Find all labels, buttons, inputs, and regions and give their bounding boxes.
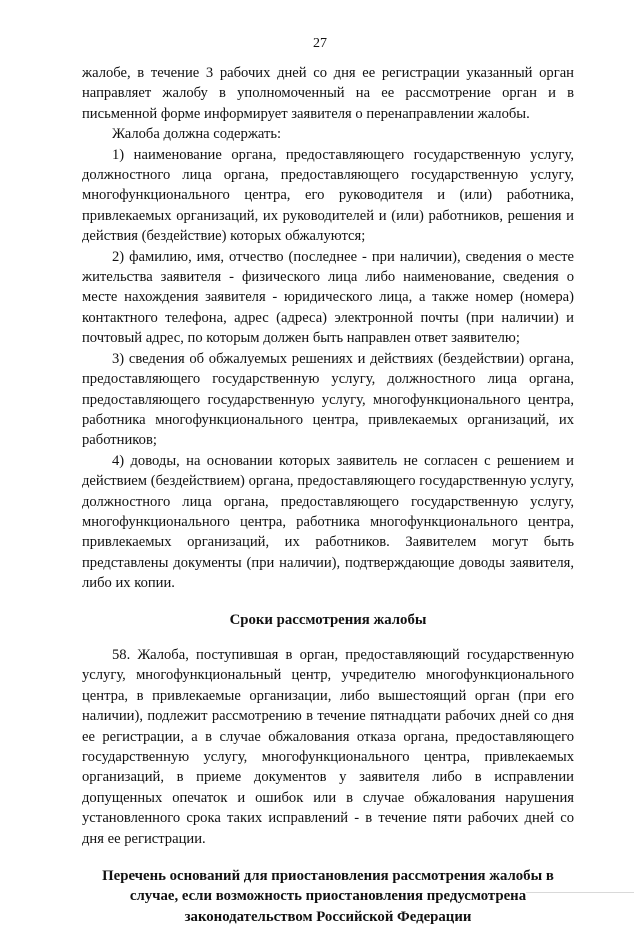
page-number: 27: [313, 36, 327, 51]
list-item-3: 3) сведения об обжалуемых решениях и действиях (бездействии) органа, предоставляющего государственную услугу, должностного лица органа, предоставляющего государственную услугу, многофункционального центра, работника многофункционального центра, привлекаемых организаций, их работников;: [82, 350, 574, 449]
paragraph-58: 58. Жалоба, поступившая в орган, предоставляющий государственную услугу, многофункциональный центр, учредителю многофункционального центра, в привлекаемые организации, либо вышестоящий орган (при его наличии), подлежит рассмотрению в течение пятнадцати рабочих дней со дня ее регистрации, а в случае обжалования отказа органа, предоставляющего государственную услугу, многофункционального центра, привлекаемых организаций, в приеме документов у заявителя либо в исправлении допущенных опечаток и ошибок или в случае обжалования нарушения установленного срока таких исправлений - в течение пяти рабочих дней со дня ее регистрации.: [82, 646, 574, 847]
list-item-1: 1) наименование органа, предоставляющего государственную услугу, должностного лица органа, предоставляющего государственную услугу, многофункционального центра, его руководителя и (или) работника, привлекаемых организаций, их руководителей и (или) работников, решения и действия (бездействие) которых обжалуются;: [82, 146, 574, 245]
paragraph-continuation: жалобе, в течение 3 рабочих дней со дня ее регистрации указанный орган направляет жалобу в уполномоченный на ее рассмотрение орган и в письменной форме информирует заявителя о перенаправлении жалобы.: [82, 65, 574, 122]
scan-edge-mark: [526, 892, 634, 905]
list-item-4: 4) доводы, на основании которых заявитель не согласен с решением и действием (бездействием) органа, предоставляющего государственную услугу, должностного лица органа, предоставляющего государственную услугу, многофункционального центра, работника многофункционального центра, привлекаемых организаций, их работников. Заявителем могут быть представлены документы (при наличии), подтверждающие доводы заявителя, либо их копии.: [82, 452, 574, 592]
page-content: [82, 63, 574, 927]
section-heading-suspension-grounds: Перечень оснований для приостановления рассмотрения жалобы в случае, если возможность приостановления предусмотрена законодательством Российской Федерации: [102, 868, 554, 925]
list-item-2: 2) фамилию, имя, отчество (последнее - при наличии), сведения о месте жительства заявителя - физического лица либо наименование, сведения о месте нахождения заявителя - юридического лица, а также номер (номера) контактного телефона, адрес (адреса) электронной почты (при наличии) и почтовый адрес, по которым должен быть направлен ответ заявителю;: [82, 248, 574, 347]
section-heading-review-deadlines: Сроки рассмотрения жалобы: [229, 611, 427, 628]
paragraph-complaint-contents-intro: Жалоба должна содержать:: [112, 126, 282, 143]
